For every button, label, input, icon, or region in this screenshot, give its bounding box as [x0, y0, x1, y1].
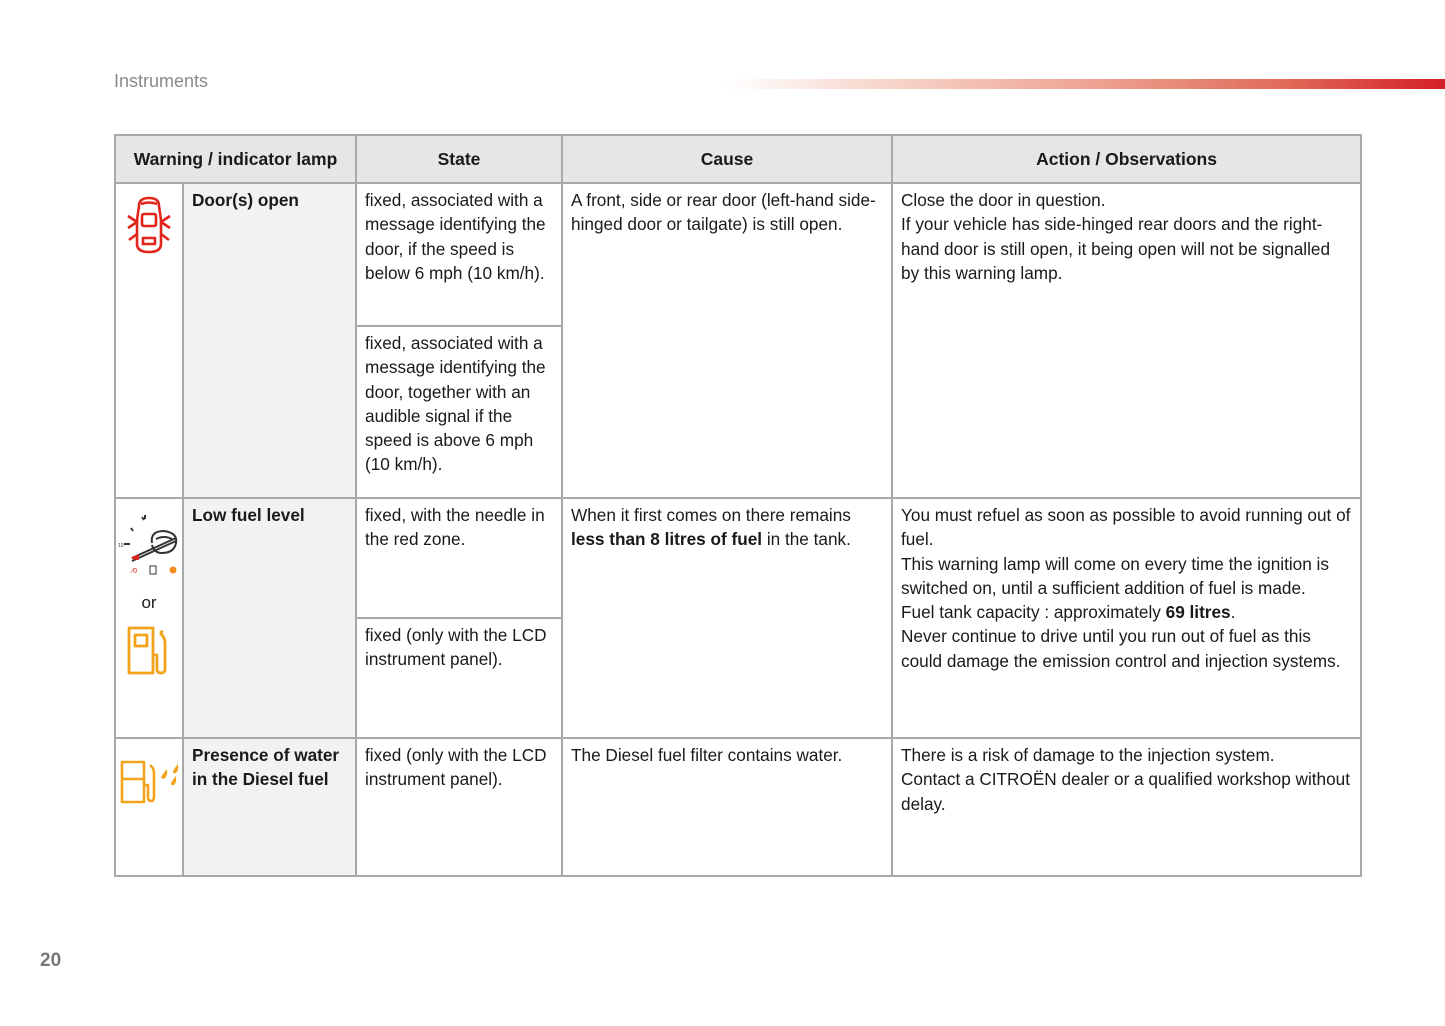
state-text: fixed, associated with a message identifying the door, if the speed is below 6 mph (10 km/h). [365, 190, 546, 283]
capacity-suffix: . [1230, 602, 1236, 623]
cause-text: A front, side or rear door (left-hand side-hinged door or tailgate) is still open. [571, 190, 876, 235]
state-text: fixed, associated with a message identifying the door, together with an audible signal if the speed is above 6 mph (10 km/h). [365, 333, 546, 475]
svg-text:⁄0: ⁄0 [132, 568, 138, 575]
action-cell [892, 498, 1361, 738]
cause-cell [562, 498, 892, 738]
capacity-value: 69 litres [1165, 602, 1231, 623]
state-text: fixed, with the needle in the red zone. [365, 505, 545, 550]
lamp-name-cell [183, 183, 356, 498]
capacity-label: Fuel tank capacity : approximately [901, 602, 1166, 623]
state-cell [356, 326, 562, 498]
state-cell [356, 498, 562, 618]
section-title: Instruments [114, 71, 209, 91]
action-text: This warning lamp will come on every time the ignition is switched on, until a sufficient addition of fuel is made. [901, 553, 1329, 598]
column-header-state: State [356, 135, 562, 183]
action-text: Close the door in question. [901, 190, 1106, 210]
action-cell [892, 183, 1361, 498]
column-header-lamp: Warning / indicator lamp [115, 135, 356, 183]
water-in-diesel-icon [116, 759, 182, 807]
fuel-gauge-icon [116, 513, 182, 581]
icon-cell [115, 183, 183, 498]
fuel-capacity-text [901, 600, 1352, 624]
state-cell [356, 183, 562, 326]
icon-cell [115, 498, 183, 738]
fuel-pump-icon [116, 625, 182, 677]
page-number: 20 [40, 950, 62, 971]
cause-text-part: When it first comes on there remains [571, 505, 851, 525]
cause-cell [562, 183, 892, 498]
cause-cell [562, 738, 892, 876]
cause-emphasis: less than 8 litres of fuel [571, 529, 763, 550]
table-header-row [115, 135, 1361, 183]
icon-cell [115, 738, 183, 876]
table-row-doors-open [115, 183, 1361, 326]
action-text: Never continue to drive until you run out of fuel as this could damage the emission control and injection systems. [901, 626, 1341, 671]
state-text: fixed (only with the LCD instrument panel). [365, 625, 547, 670]
action-text: If your vehicle has side-hinged rear doors and the right-hand door is still open, it being open will not be signalled by this warning lamp. [901, 214, 1331, 283]
or-label: or [141, 593, 157, 612]
action-text: Contact a CITROËN dealer or a qualified workshop without delay. [901, 769, 1351, 814]
lamp-name: Low fuel level [192, 505, 305, 525]
action-text: There is a risk of damage to the injection system. [901, 745, 1275, 765]
state-cell [356, 738, 562, 876]
lamp-name: Presence of water in the Diesel fuel [192, 745, 340, 790]
cause-text: The Diesel fuel filter contains water. [571, 745, 843, 765]
lamp-name: Door(s) open [192, 190, 299, 210]
door-open-icon [116, 194, 182, 256]
table-row-water-in-diesel [115, 738, 1361, 876]
action-cell [892, 738, 1361, 876]
header-accent-bar [725, 79, 1445, 89]
state-text: fixed (only with the LCD instrument panel). [365, 745, 547, 790]
column-header-cause: Cause [562, 135, 892, 183]
state-cell [356, 618, 562, 738]
lamp-name-cell [183, 738, 356, 876]
cause-text-part: in the tank. [762, 529, 851, 550]
action-text: You must refuel as soon as possible to avoid running out of fuel. [901, 505, 1351, 550]
warning-lamps-table [114, 134, 1362, 877]
lamp-name-cell [183, 498, 356, 738]
svg-text:10: 10 [118, 543, 124, 549]
column-header-action: Action / Observations [892, 135, 1361, 183]
cause-text [563, 499, 891, 552]
table-row-low-fuel [115, 498, 1361, 618]
